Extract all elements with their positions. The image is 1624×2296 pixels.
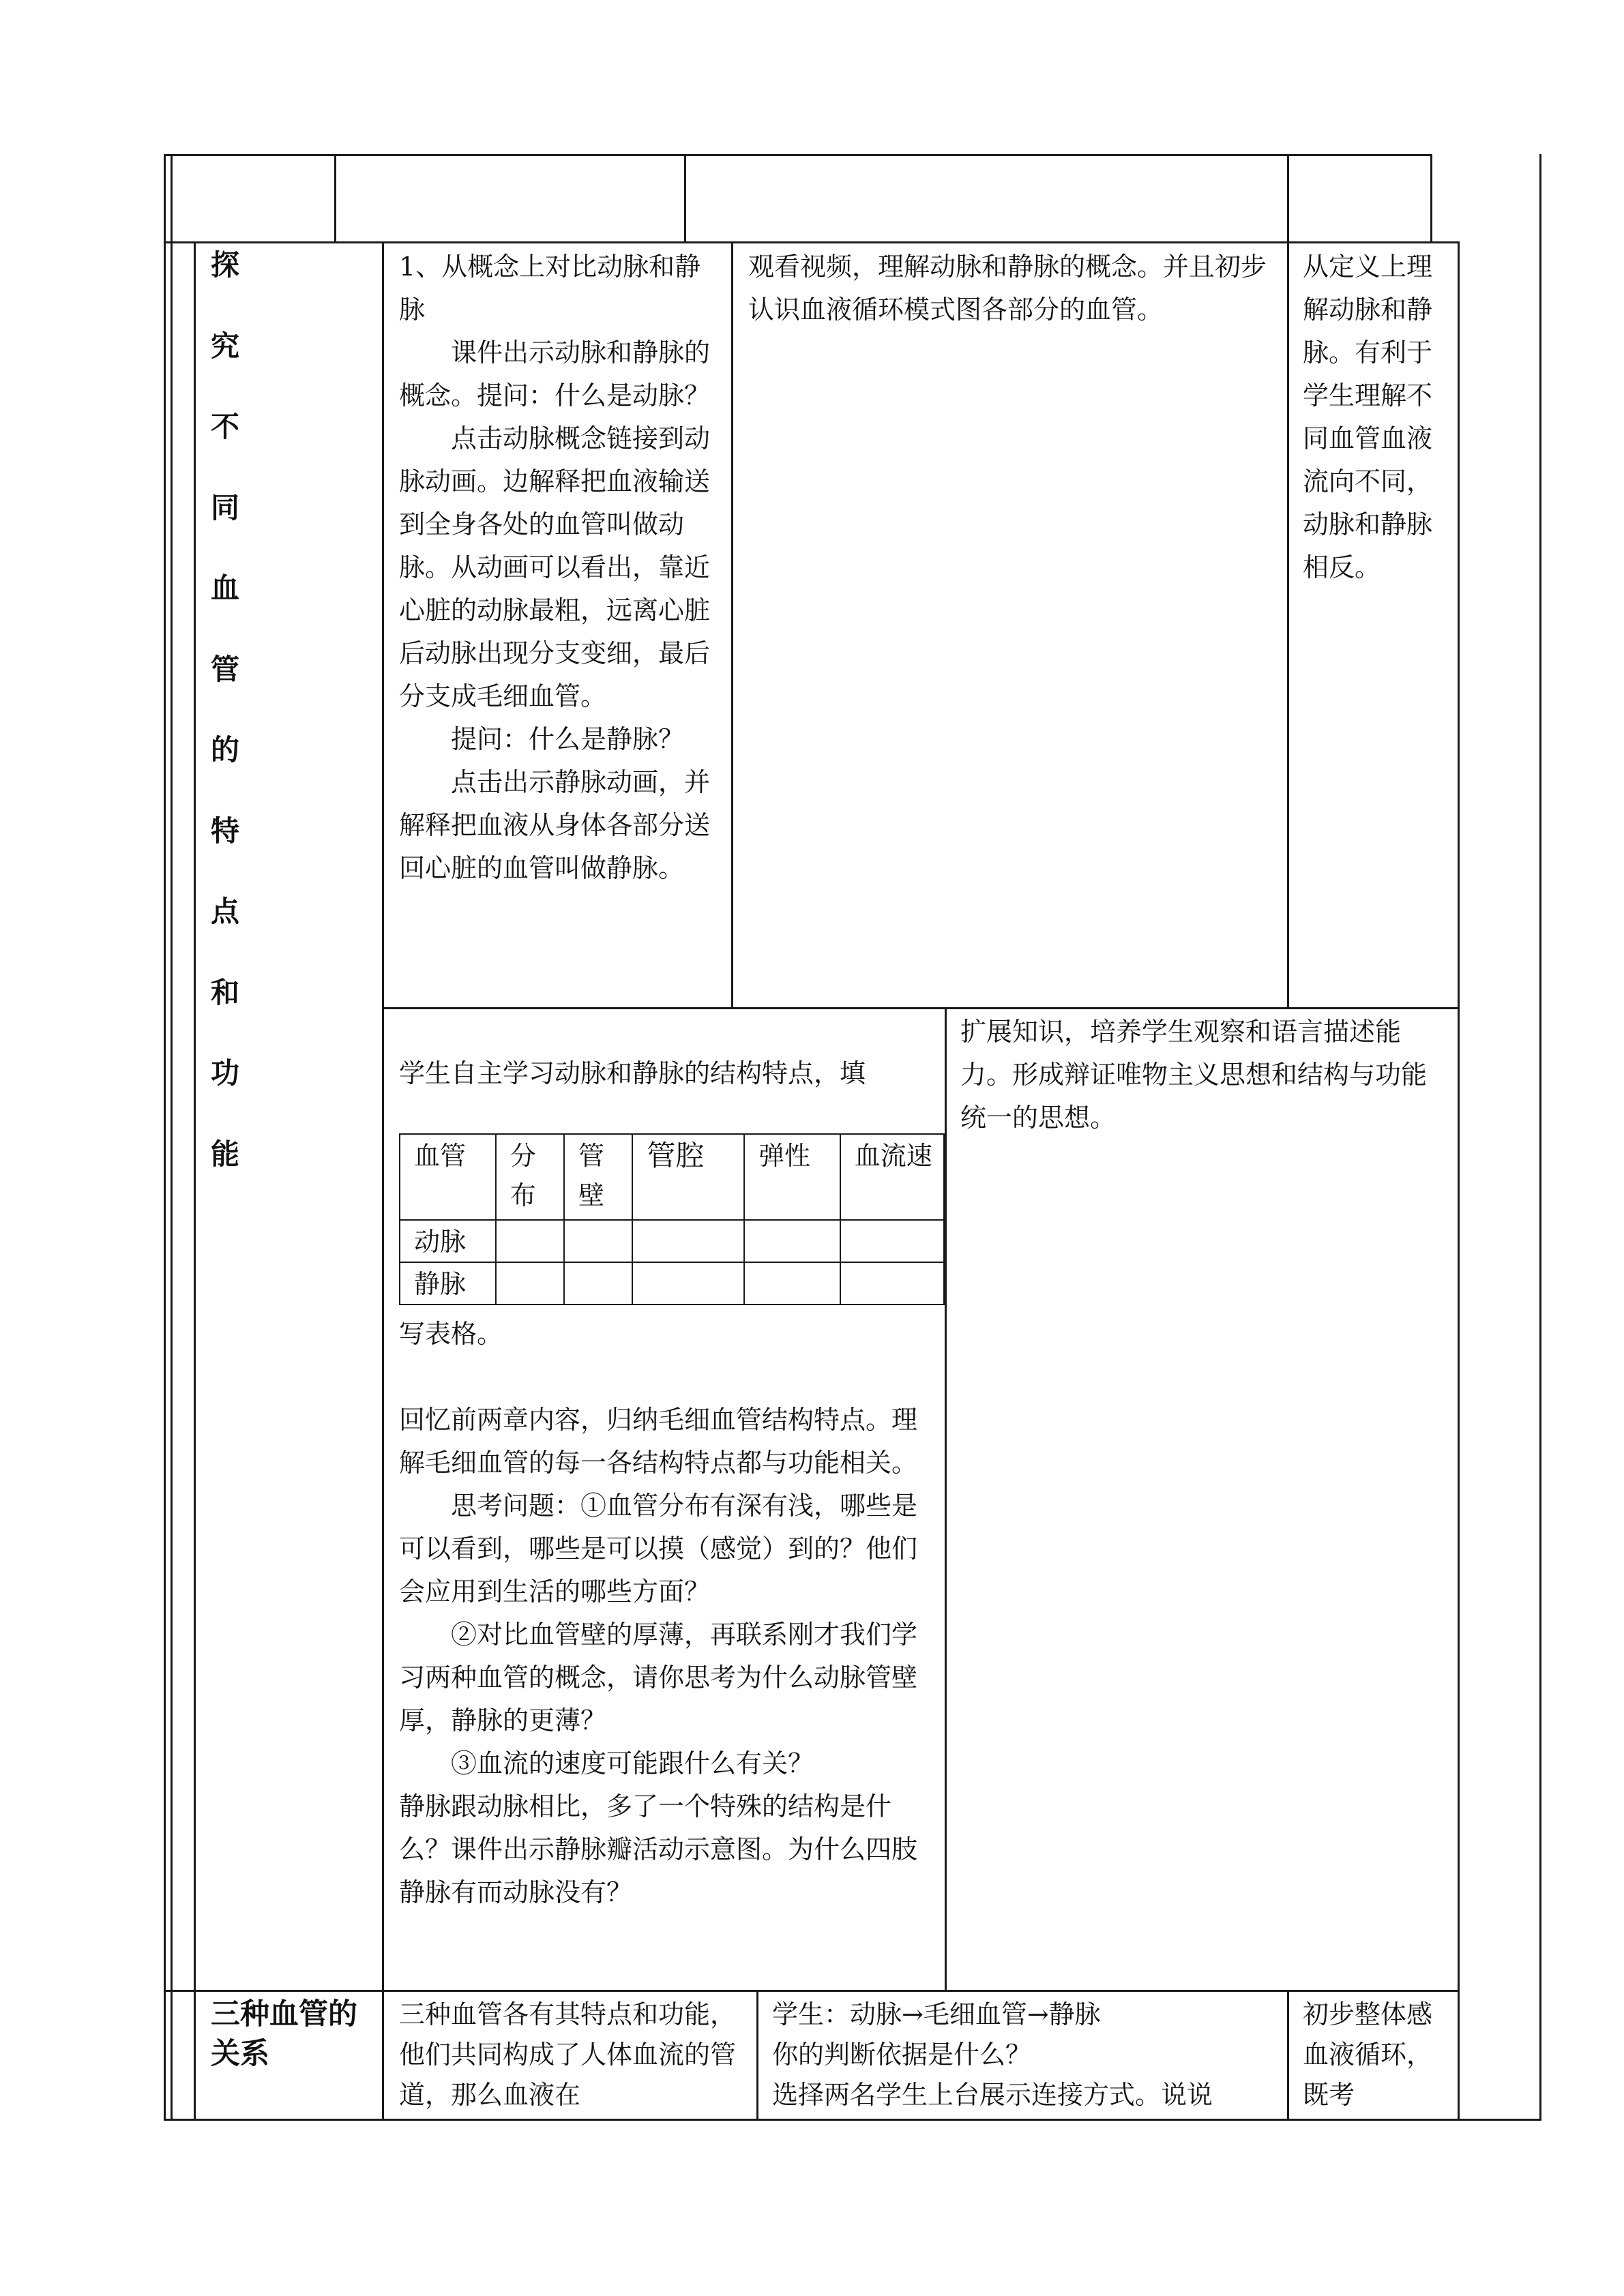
section2-design-intent [1303, 1995, 1449, 2115]
rule-s1b-mid [945, 1007, 947, 1991]
rule-top [164, 154, 1432, 156]
rule-s1-student [1287, 241, 1289, 1009]
section1-design-intent [1303, 245, 1449, 589]
table-cell [632, 1262, 744, 1304]
table-header-row [400, 1134, 944, 1220]
teacher-paragraph: 提问：什么是静脉？ [451, 724, 685, 754]
teacher-title: 1、从概念上对比动脉和静脉 [399, 252, 701, 325]
table-header-cell: 管壁 [564, 1134, 632, 1220]
rule-r1-c [684, 154, 686, 243]
spacer [399, 1356, 932, 1399]
table-cell [840, 1262, 944, 1304]
table-cell: 动脉 [400, 1220, 496, 1262]
rule-s2-a [756, 1990, 758, 2121]
question-text: ③血流的速度可能跟什么有关？ [451, 1748, 814, 1778]
table-cell [744, 1220, 840, 1262]
table-cell [564, 1262, 632, 1304]
recall-text: 回忆前两章内容，归纳毛细血管结构特点。理解毛细血管的每一各结构特点都与功能相关。 [399, 1405, 918, 1478]
rule-s1-teacher [731, 241, 733, 1009]
heading-char: 同 [211, 490, 240, 524]
table-cell [632, 1220, 744, 1262]
rule-bottom [164, 2119, 1541, 2121]
structure-table [399, 1133, 945, 1305]
rule-s1-right [1458, 241, 1460, 2121]
question-text: ②对比血管壁的厚薄，再联系刚才我们学习两种血管的概念，请你思考为什么动脉管壁厚，静脉的更薄？ [399, 1620, 918, 1735]
rule-left-outer [164, 154, 166, 2121]
rule-s1-heading [382, 241, 384, 2121]
heading-char: 特 [211, 814, 240, 848]
section1-teacher-activity [399, 245, 720, 890]
teacher-paragraph: 点击动脉概念链接到动脉动画。边解释把血液输送到全身各处的血管叫做动脉。从动画可以看出，靠近心脏的动脉最粗，远离心脏后动脉出现分支变细，最后分支成毛细血管。 [399, 423, 711, 711]
table-cell [496, 1262, 564, 1304]
section2-heading-text: 三种血管的关系 [211, 1997, 357, 2071]
rule-s2-b [1287, 1990, 1289, 2121]
heading-char: 血 [211, 571, 240, 605]
intent-text: 扩展知识，培养学生观察和语言描述能力。形成辩证唯物主义思想和结构与功能统一的思想。 [960, 1017, 1428, 1133]
table-cell [496, 1220, 564, 1262]
section1-heading [211, 249, 245, 1219]
heading-char: 管 [211, 652, 240, 686]
rule-spine-2 [194, 241, 196, 2121]
table-cell [564, 1220, 632, 1262]
rule-r1-a [171, 154, 173, 243]
intent-text: 初步整体感血液循环，既考 [1303, 1999, 1433, 2110]
after-table-text: 写表格。 [399, 1319, 503, 1349]
intent-text: 从定义上理解动脉和静脉。有利于学生理解不同血管血液流向不同，动脉和静脉相反。 [1303, 252, 1433, 582]
teacher-text: 三种血管各有其特点和功能，他们共同构成了人体血流的管道，那么血液在 [399, 1999, 737, 2110]
heading-char: 功 [211, 1056, 240, 1090]
rule-row2-bottom [382, 1007, 1460, 1009]
section1b-design-intent [960, 1011, 1431, 1139]
section1-student-activity [748, 245, 1277, 331]
section1b-intro [399, 1052, 938, 1095]
table-cell [744, 1262, 840, 1304]
student-text: 观看视频，理解动脉和静脉的概念。并且初步认识血液循环模式图各部分的血管。 [748, 252, 1267, 325]
table-header-cell: 弹性 [744, 1134, 840, 1220]
rule-r1-b [334, 154, 336, 243]
heading-char: 点 [211, 895, 240, 928]
question-text: 静脉跟动脉相比，多了一个特殊的结构是什么？课件出示静脉瓣活动示意图。为什么四肢静脉有而动脉没有？ [399, 1791, 918, 1907]
student-line: 你的判断依据是什么？ [772, 2040, 1032, 2070]
rule-spine-1 [171, 241, 173, 2121]
table-row [400, 1262, 944, 1304]
table-header-cell: 血管 [400, 1134, 496, 1220]
rule-r1-e [1430, 154, 1432, 243]
rule-right-outer [1539, 154, 1541, 2121]
heading-char: 探 [211, 248, 240, 282]
table-header-cell: 管腔 [632, 1134, 744, 1220]
rule-r1-d [1287, 154, 1289, 243]
rule-subrow-bottom [164, 1990, 1460, 1992]
teacher-paragraph: 点击出示静脉动画，并解释把血液从身体各部分送回心脏的血管叫做静脉。 [399, 767, 711, 883]
table-cell: 静脉 [400, 1262, 496, 1304]
section2-teacher-activity [399, 1995, 743, 2115]
student-line: 学生：动脉→毛细血管→静脉 [772, 1999, 1101, 2029]
table-header-cell: 血流速 [840, 1134, 944, 1220]
section2-student-activity [772, 1995, 1280, 2115]
question-text: 思考问题：①血管分布有深有浅，哪些是可以看到，哪些是可以摸（感觉）到的？他们会应用到生活的哪些方面？ [399, 1491, 918, 1607]
table-cell [840, 1220, 944, 1262]
heading-char: 能 [211, 1137, 240, 1171]
intro-text: 学生自主学习动脉和静脉的结构特点，填 [399, 1058, 866, 1088]
heading-char: 不 [211, 410, 240, 443]
heading-char: 的 [211, 733, 240, 766]
rule-row1-bottom [164, 241, 1460, 243]
table-row [400, 1220, 944, 1262]
section1b-body [399, 1313, 932, 1914]
heading-char: 和 [211, 975, 240, 1009]
heading-char: 究 [211, 329, 240, 363]
teacher-paragraph: 课件出示动脉和静脉的概念。提问：什么是动脉？ [399, 338, 711, 411]
table-header-cell: 分布 [496, 1134, 564, 1220]
student-line: 选择两名学生上台展示连接方式。说说 [772, 2080, 1213, 2110]
section2-heading [211, 1995, 357, 2074]
